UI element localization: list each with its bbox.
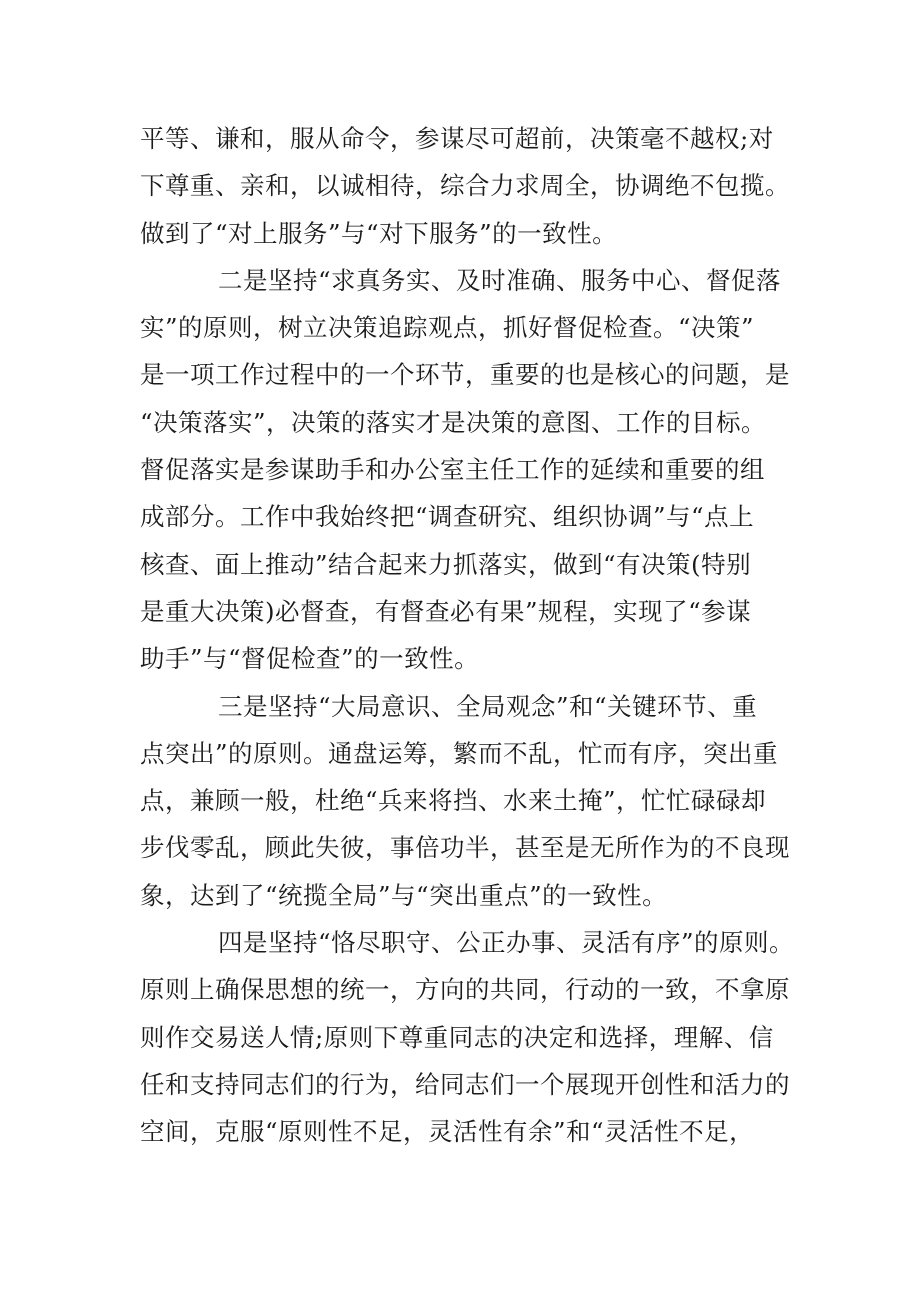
paragraph-line: “决策落实”，决策的落实才是决策的意图、工作的目标。: [140, 407, 767, 437]
paragraph-line: 点，兼顾一般，杜绝“兵来将挡、水来土掩”，忙忙碌碌却: [140, 786, 767, 816]
paragraph-line: 核查、面上推动”结合起来力抓落实，做到“有决策(特别: [140, 549, 752, 579]
paragraph-line: 平等、谦和，服从命令，参谋尽可超前，决策毫不越权;对: [140, 124, 774, 153]
paragraph-line: 是重大决策)必督查，有督查必有果”规程，实现了“参谋: [140, 596, 752, 626]
paragraph-line: 空间，克服“原则性不足，灵活性有余”和“灵活性不足，: [140, 1117, 755, 1147]
paragraph-line: 成部分。工作中我始终把“调查研究、组织协调”与“点上: [140, 502, 755, 532]
document-body: [140, 115, 800, 1156]
paragraph-line: 二是坚持“求真务实、及时准确、服务中心、督促落: [218, 265, 782, 295]
paragraph-line: 四是坚持“恪尽职守、公正办事、灵活有序”的原则。: [218, 928, 795, 958]
paragraph-line: 则作交易送人情;原则下尊重同志的决定和选择，理解、信: [140, 1022, 774, 1052]
paragraph-line: 是一项工作过程中的一个环节，重要的也是核心的问题，是: [140, 360, 790, 390]
paragraph-line: 点突出”的原则。通盘运筹，繁而不乱，忙而有序，突出重: [140, 738, 779, 768]
paragraph-line: 象，达到了“统揽全局”与“突出重点”的一致性。: [140, 880, 668, 910]
paragraph-line: 督促落实是参谋助手和办公室主任工作的延续和重要的组: [140, 455, 765, 485]
paragraph-line: 任和支持同志们的行为，给同志们一个展现开创性和活力的: [140, 1069, 790, 1099]
paragraph-line: 原则上确保思想的统一，方向的共同，行动的一致，不拿原: [140, 975, 790, 1005]
paragraph-line: 三是坚持“大局意识、全局观念”和“关键环节、重: [218, 691, 758, 721]
paragraph-line: 步伐零乱，顾此失彼，事倍功半，甚至是无所作为的不良现: [140, 833, 790, 863]
paragraph-line: 实”的原则，树立决策追踪观点，抓好督促检查。“决策”: [140, 313, 755, 343]
paragraph-line: 下尊重、亲和，以诚相待，综合力求周全，协调绝不包揽。: [140, 171, 790, 201]
paragraph-line: 助手”与“督促检查”的一致性。: [140, 644, 480, 674]
paragraph-line: 做到了“对上服务”与“对下服务”的一致性。: [140, 218, 618, 248]
